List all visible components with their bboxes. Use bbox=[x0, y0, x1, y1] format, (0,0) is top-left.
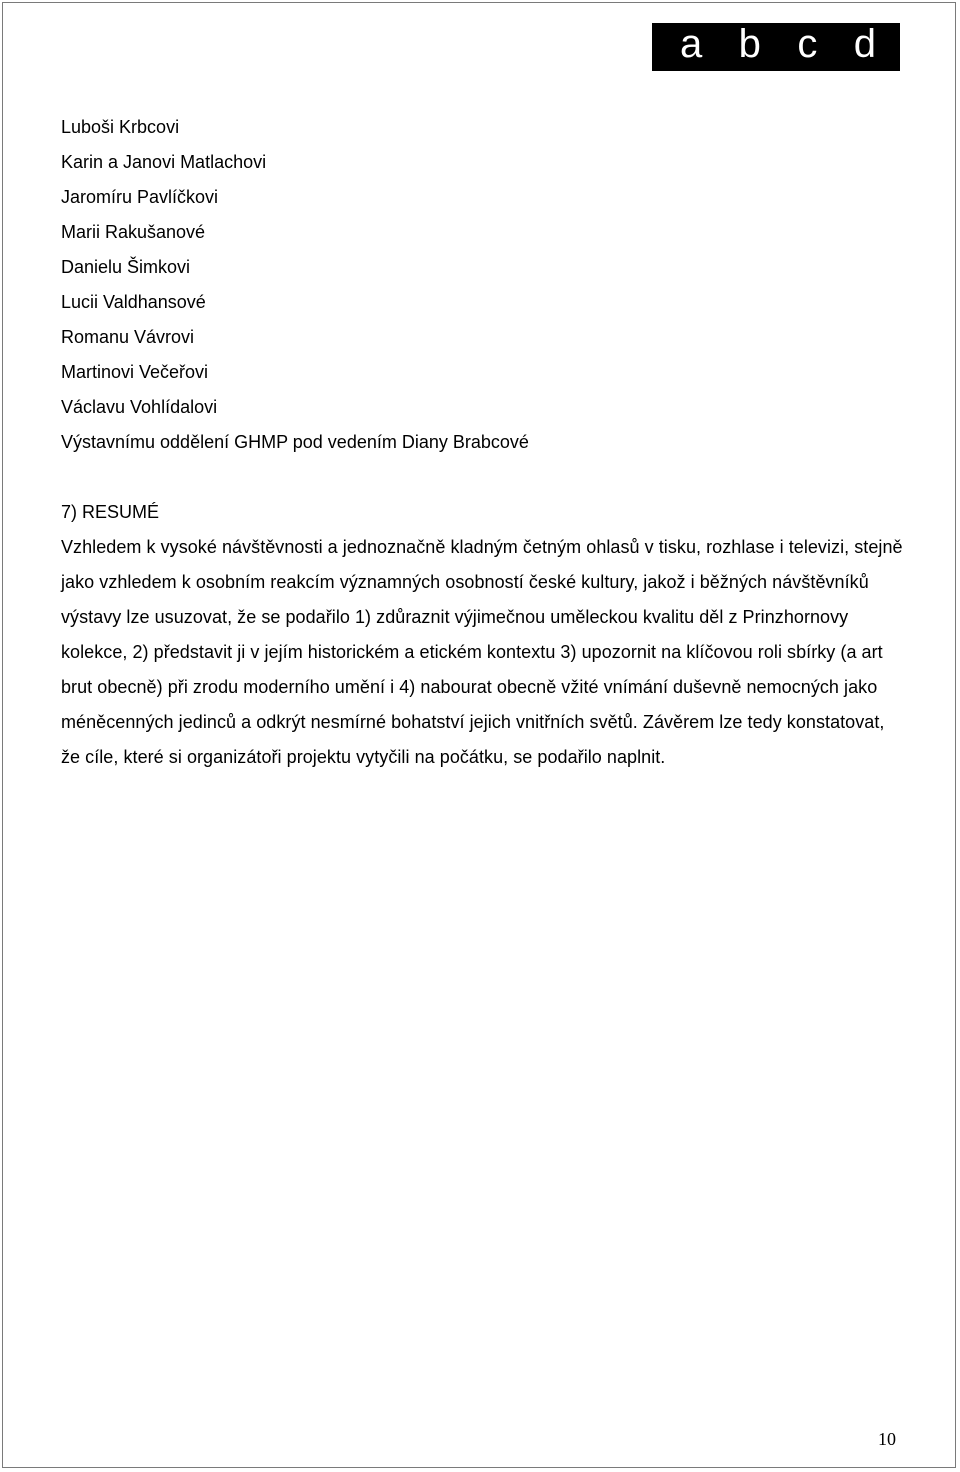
logo-letter-c: c bbox=[797, 22, 818, 66]
acknowledgement-item: Romanu Vávrovi bbox=[61, 327, 195, 347]
acknowledgement-item: Václavu Vohlídalovi bbox=[61, 397, 218, 417]
document-body bbox=[61, 110, 906, 775]
acknowledgement-item: Karin a Janovi Matlachovi bbox=[61, 152, 267, 172]
abcd-logo bbox=[652, 23, 900, 71]
section-heading-resume: 7) RESUMÉ bbox=[61, 502, 160, 522]
logo-letter-a: a bbox=[680, 22, 703, 66]
logo-letter-d: d bbox=[853, 22, 876, 66]
page-number: 10 bbox=[878, 1429, 896, 1449]
acknowledgement-item: Lucii Valdhansové bbox=[61, 292, 206, 312]
logo-letter-b: b bbox=[738, 22, 761, 66]
acknowledgement-item: Martinovi Večeřovi bbox=[61, 362, 209, 382]
acknowledgement-list bbox=[61, 110, 906, 460]
acknowledgement-item: Výstavnímu oddělení GHMP pod vedením Diany Brabcové bbox=[61, 432, 529, 452]
acknowledgement-item: Marii Rakušanové bbox=[61, 222, 206, 242]
acknowledgement-item: Luboši Krbcovi bbox=[61, 117, 180, 137]
acknowledgement-item: Jaromíru Pavlíčkovi bbox=[61, 187, 219, 207]
resume-paragraph: Vzhledem k vysoké návštěvnosti a jednoznačně kladným četným ohlasů v tisku, rozhlase i televizi, stejně jako vzhledem k osobním reakcím významných osobností české kultury, jakož i běžných návštěvníků výstavy lze usuzovat, že se podařilo 1) zdůraznit výjimečnou uměleckou kvalitu děl z Prinzhornovy kolekce, 2) představit ji v jejím historickém a etickém kontextu 3) upozornit na klíčovou roli sbírky (a art brut obecně) při zrodu moderního umění i 4) nabourat obecně vžité vnímání duševně nemocných jako méněcenných jedinců a odkrýt nesmírné bohatství jejich vnitřních světů. Závěrem lze tedy konstatovat, že cíle, které si organizátoři projektu vytyčili na počátku, se podařilo naplnit. bbox=[61, 537, 903, 767]
acknowledgement-item: Danielu Šimkovi bbox=[61, 257, 191, 277]
